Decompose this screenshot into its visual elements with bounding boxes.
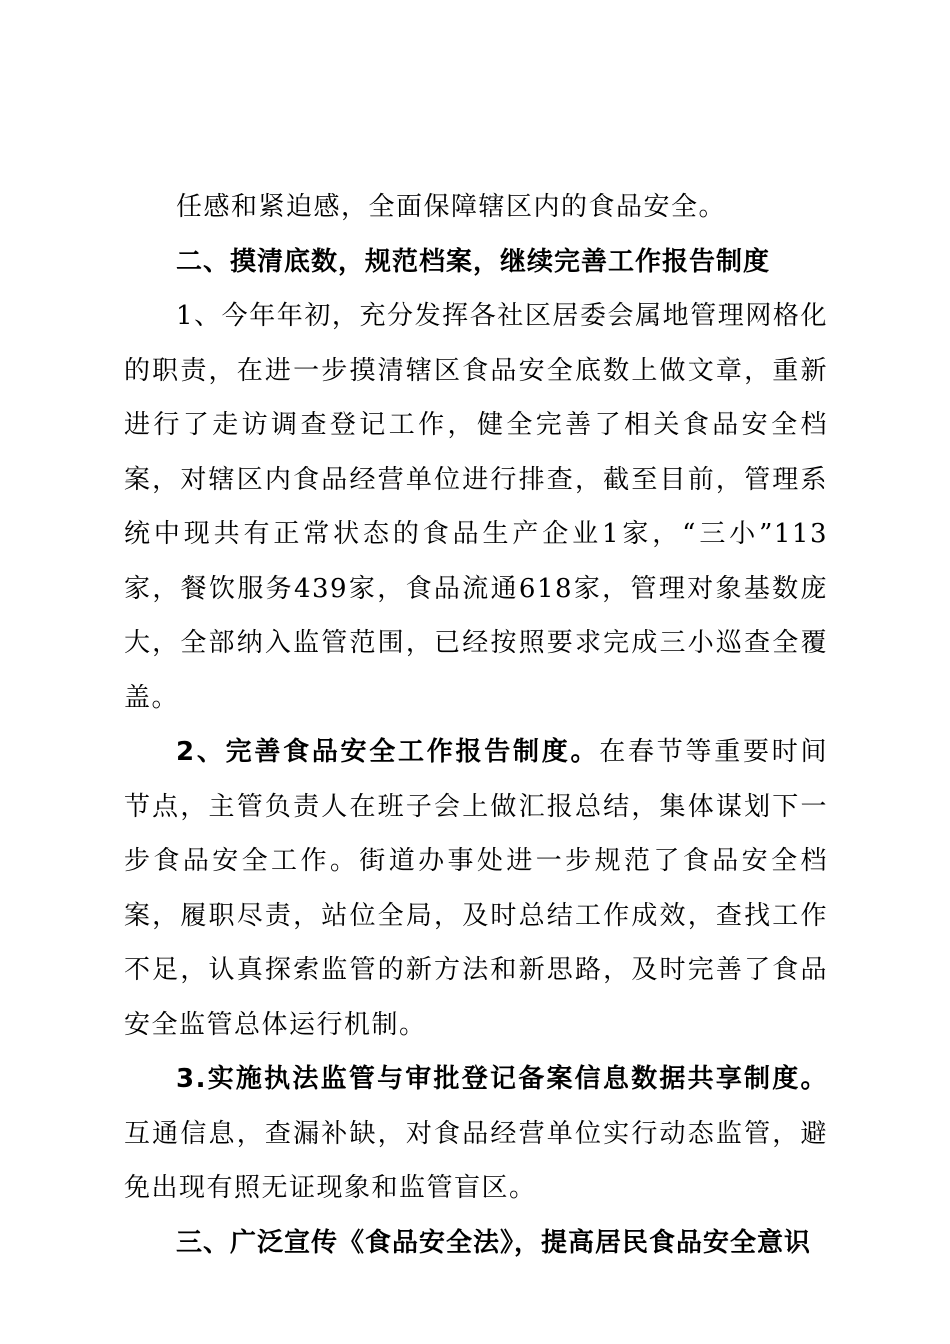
- paragraph-item-3-lead: 3.实施执法监管与审批登记备案信息数据共享制度。: [176, 1064, 828, 1094]
- paragraph-item-2-lead: 2、完善食品安全工作报告制度。: [176, 737, 600, 767]
- paragraph-item-3-body: 互通信息，查漏补缺，对食品经营单位实行动态监管，避免出现有照无证现象和监管盲区。: [124, 1118, 828, 1203]
- paragraph-continuation: 任感和紧迫感，全面保障辖区内的食品安全。: [176, 192, 727, 222]
- document-body: [124, 180, 828, 1270]
- paragraph-item-2: [124, 725, 828, 1052]
- section-heading-2: 二、摸清底数，规范档案，继续完善工作报告制度: [176, 246, 771, 277]
- paragraph-item-3: [124, 1052, 828, 1216]
- paragraph-item-1: 1、今年年初，充分发挥各社区居委会属地管理网格化的职责，在进一步摸清辖区食品安全底数上做文章，重新进行了走访调查登记工作，健全完善了相关食品安全档案，对辖区内食品经营单位进行排查，截至目前，管理系统中现共有正常状态的食品生产企业1家，“三小”113家，餐饮服务439家，食品流通618家，管理对象基数庞大，全部纳入监管范围，已经按照要求完成三小巡查全覆盖。: [124, 301, 828, 713]
- section-heading-3: 三、广泛宣传《食品安全法》，提高居民食品安全意识: [176, 1227, 812, 1258]
- paragraph-item-2-body: 在春节等重要时间节点，主管负责人在班子会上做汇报总结，集体谋划下一步食品安全工作。街道办事处进一步规范了食品安全档案，履职尽责，站位全局，及时总结工作成效，查找工作不足，认真探索监管的新方法和新思路，及时完善了食品安全监管总体运行机制。: [124, 737, 828, 1040]
